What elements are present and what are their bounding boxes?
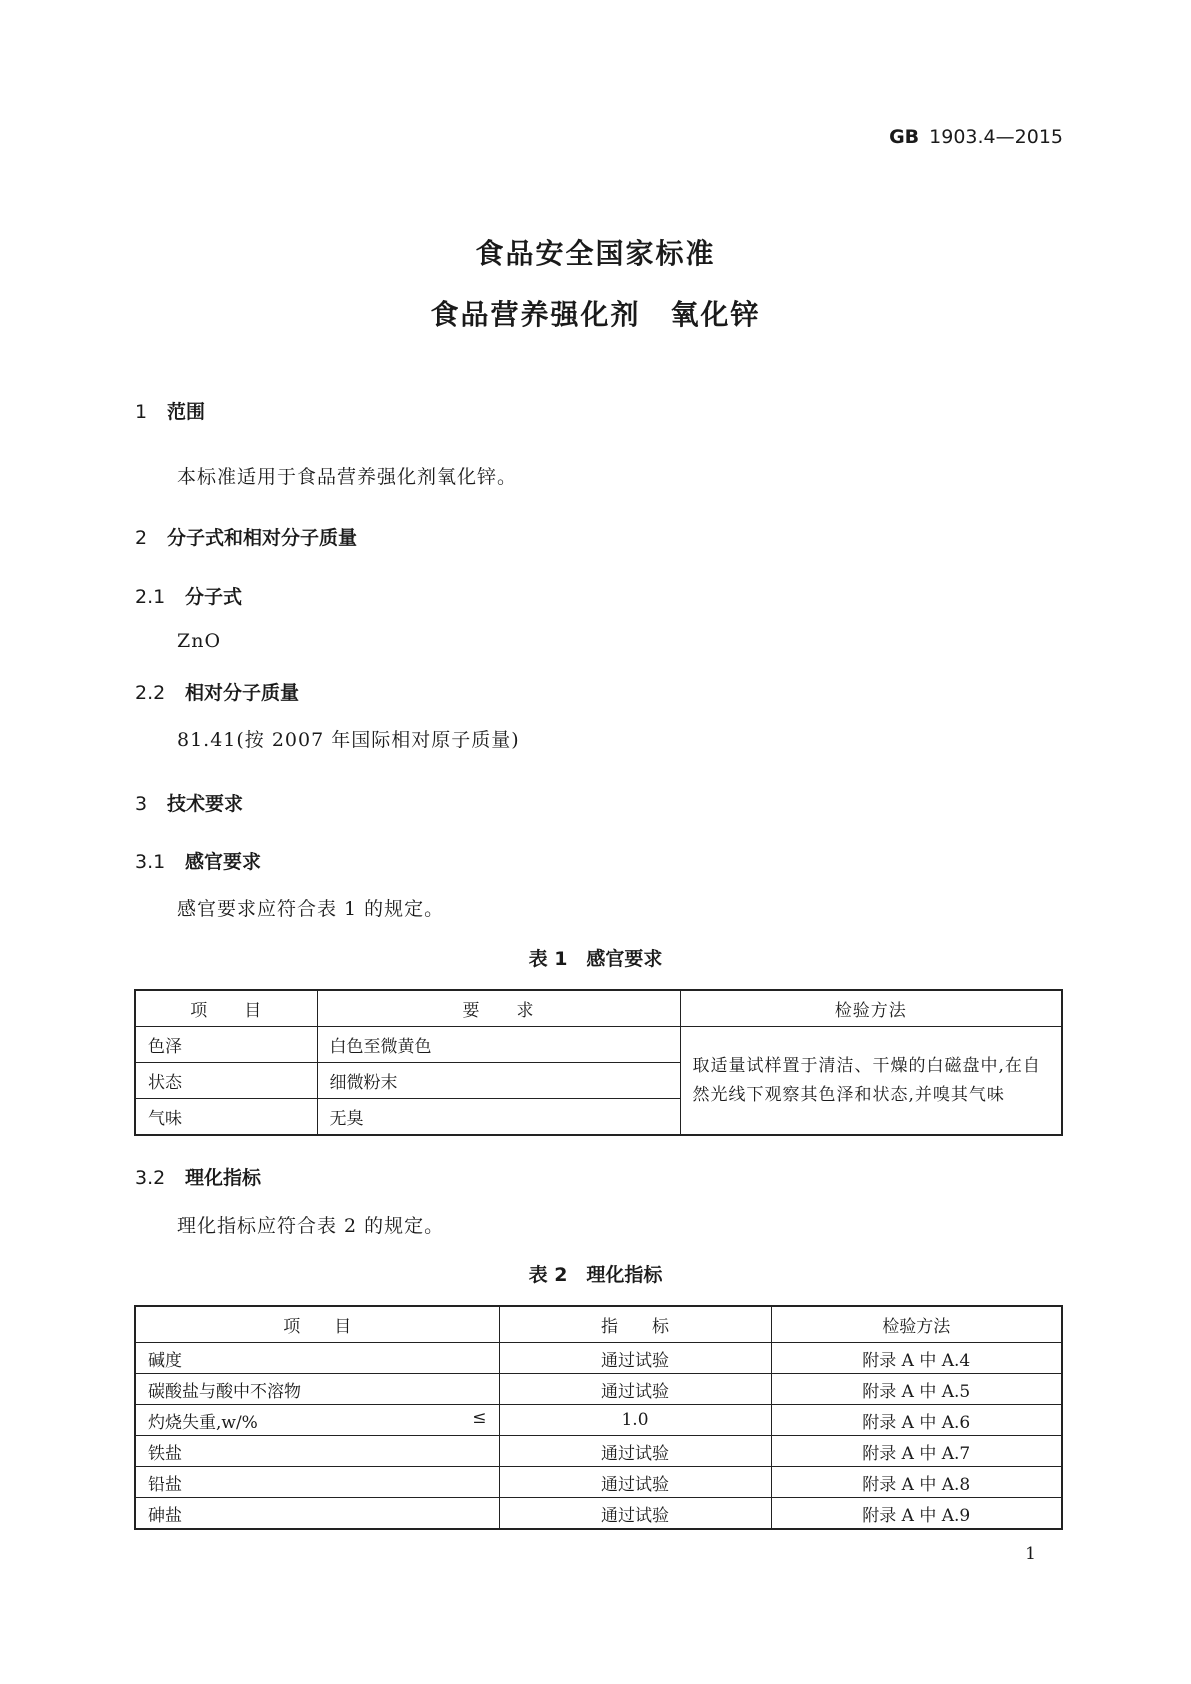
item-cell: 铅盐 [135, 1467, 499, 1498]
item-cell: 气味 [135, 1099, 317, 1136]
section-2-heading: 2 分子式和相对分子质量 [135, 527, 358, 549]
header-method: 检验方法 [680, 990, 1062, 1027]
index-cell: 通过试验 [499, 1467, 771, 1498]
item-cell: 碳酸盐与酸中不溶物 [135, 1374, 499, 1405]
section-1-heading: 1 范围 [135, 401, 206, 423]
method-cell: 附录 A 中 A.9 [771, 1498, 1062, 1530]
doc-subtitle: 食品营养强化剂 氧化锌 [430, 298, 761, 331]
table-row [135, 1374, 1062, 1405]
item-cell: 色泽 [135, 1027, 317, 1063]
header-requirement: 要 求 [317, 990, 680, 1027]
less-equal-symbol: ≤ [472, 1407, 487, 1428]
header-item: 项 目 [135, 1306, 499, 1343]
section-2-1-heading: 2.1 分子式 [135, 586, 243, 608]
standard-number: 1903.4—2015 [929, 126, 1063, 148]
table-row [135, 1027, 1062, 1063]
section-2-2-heading: 2.2 相对分子质量 [135, 682, 300, 704]
index-cell: 通过试验 [499, 1374, 771, 1405]
physicochemical-table [134, 1305, 1063, 1530]
method-cell: 附录 A 中 A.7 [771, 1436, 1062, 1467]
header-item: 项 目 [135, 990, 317, 1027]
table-row [135, 1498, 1062, 1530]
item-cell: 状态 [135, 1063, 317, 1099]
table-2-caption: 表 2 理化指标 [528, 1264, 663, 1286]
table-row [135, 1405, 1062, 1436]
method-cell: 附录 A 中 A.6 [771, 1405, 1062, 1436]
index-cell: 通过试验 [499, 1498, 771, 1530]
table-header-row [135, 1306, 1062, 1343]
standard-prefix: GB [889, 126, 920, 148]
section-3-2-heading: 3.2 理化指标 [135, 1167, 262, 1189]
section-3-1-text: 感官要求应符合表 1 的规定。 [177, 898, 445, 920]
section-3-heading: 3 技术要求 [135, 793, 244, 815]
method-cell: 附录 A 中 A.8 [771, 1467, 1062, 1498]
item-cell: 碱度 [135, 1343, 499, 1374]
header-index: 指 标 [499, 1306, 771, 1343]
section-3-1-heading: 3.1 感官要求 [135, 851, 262, 873]
index-cell: 通过试验 [499, 1343, 771, 1374]
method-cell: 附录 A 中 A.4 [771, 1343, 1062, 1374]
section-1-text: 本标准适用于食品营养强化剂氧化锌。 [177, 466, 518, 488]
header-method: 检验方法 [771, 1306, 1062, 1343]
index-cell: 通过试验 [499, 1436, 771, 1467]
requirement-cell: 白色至微黄色 [317, 1027, 680, 1063]
item-cell: 砷盐 [135, 1498, 499, 1530]
requirement-cell: 细微粉末 [317, 1063, 680, 1099]
table-row [135, 1343, 1062, 1374]
item-cell: 铁盐 [135, 1436, 499, 1467]
table-header-row [135, 990, 1062, 1027]
item-cell: 灼烧失重,w/% ≤ [135, 1405, 499, 1436]
method-cell: 取适量试样置于清洁、干燥的白磁盘中,在自然光线下观察其色泽和状态,并嗅其气味 [680, 1027, 1062, 1136]
table-row [135, 1436, 1062, 1467]
method-cell: 附录 A 中 A.5 [771, 1374, 1062, 1405]
page-number: 1 [1025, 1544, 1036, 1564]
standard-code [889, 126, 1063, 148]
index-cell: 1.0 [499, 1405, 771, 1436]
requirement-cell: 无臭 [317, 1099, 680, 1136]
molecular-formula: ZnO [177, 630, 222, 652]
doc-title: 食品安全国家标准 [475, 237, 716, 270]
section-3-2-text: 理化指标应符合表 2 的规定。 [177, 1215, 445, 1237]
molecular-mass: 81.41(按 2007 年国际相对原子质量) [177, 729, 520, 751]
table-row [135, 1467, 1062, 1498]
sensory-requirements-table [134, 989, 1063, 1136]
table-1-caption: 表 1 感官要求 [528, 948, 663, 970]
